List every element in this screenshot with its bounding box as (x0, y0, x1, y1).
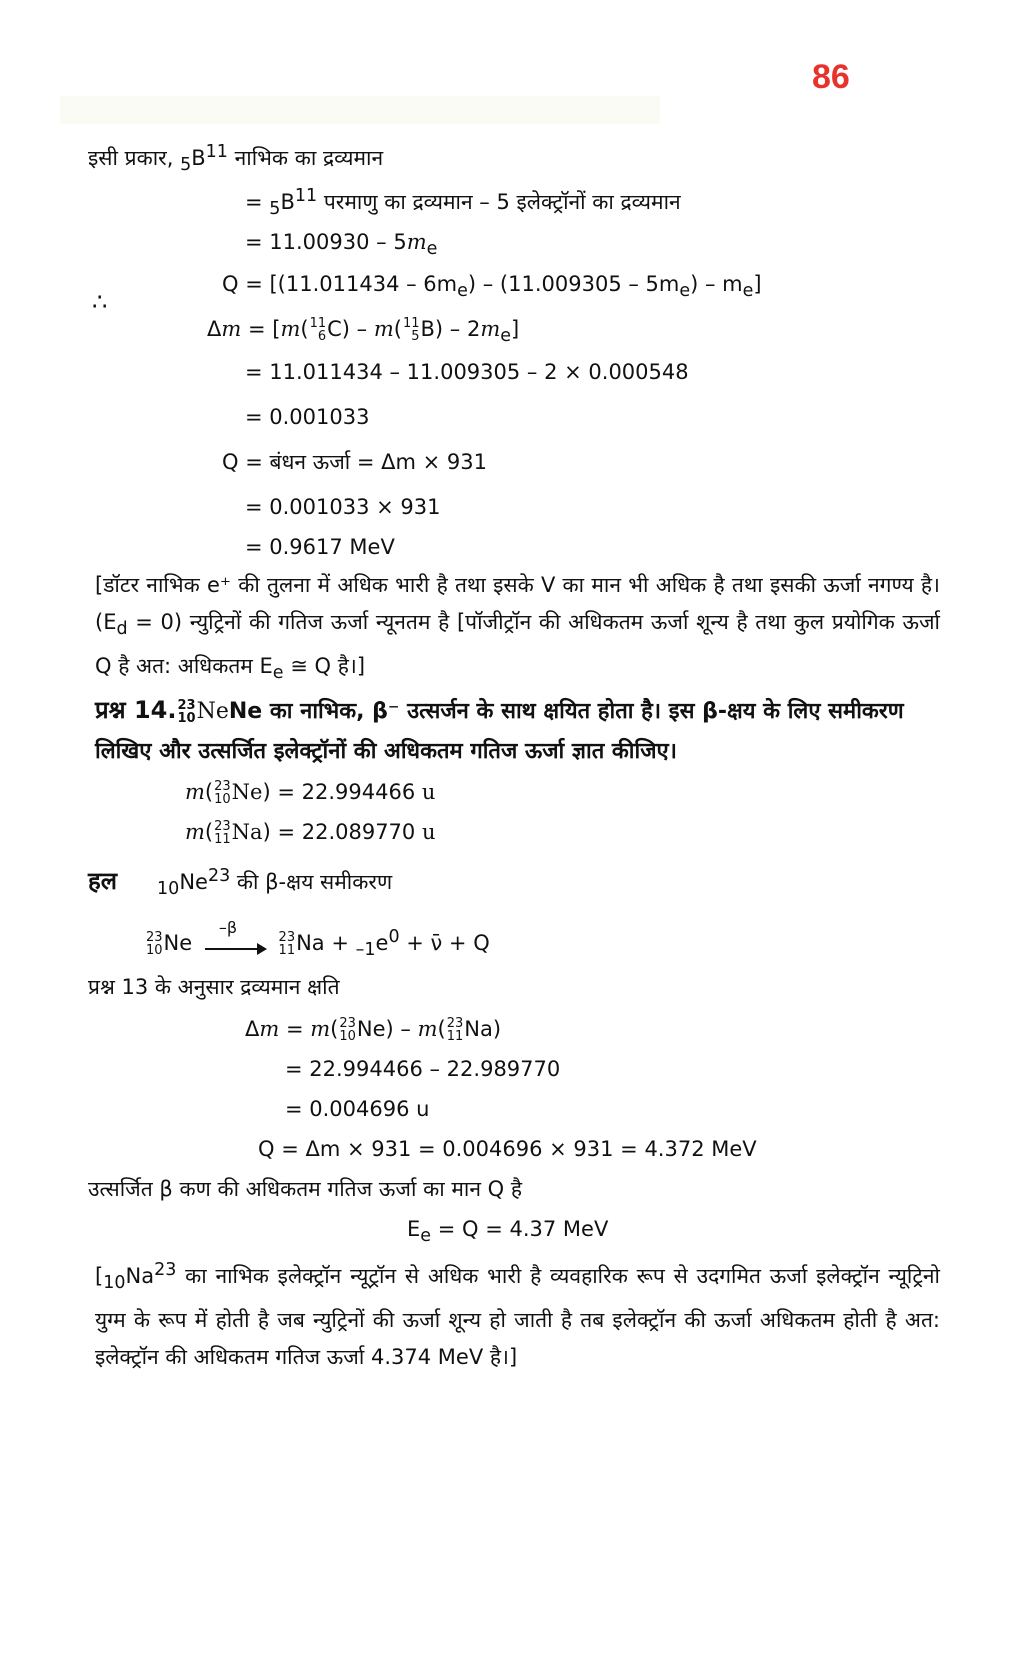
equation: $Q = [(11.011434 - 6m_e) - (11.009305 - 5m_e) - m_e]$ (222, 272, 762, 302)
question-text-line-1: Ne का नाभिक, β⁻ उत्सर्जन के साथ क्षयित होता है। इस β-क्षय के लिए समीकरण (228, 699, 904, 724)
line-atom-mass (245, 182, 681, 223)
note-text: [डॉटर नाभिक e⁺ की तुलना में अधिक भारी है तथा इसके V का मान भी अधिक है तथा इसकी ऊर्जा नगण्य है। $(E_d = 0)$ न्युट्रिनों की गतिज ऊर्जा न्यूनतम है [पॉजीट्रॉन की अधिकतम ऊर्जा शून्य है तथा कुल प्रयोगिक ऊर्जा Q है अत: अधिकतम $E_e$ ≅ Q है।] (95, 573, 940, 684)
question-text-2: लिखिए और उत्सर्जित इलेक्ट्रॉनों की अधिकतम गतिज ऊर्जा ज्ञात कीजिए। (95, 739, 678, 764)
line-b11-mass (88, 138, 383, 179)
line-statement: उत्सर्जित β कण की अधिकतम गतिज ऊर्जा का मान Q है (88, 1177, 523, 1201)
nucleus: B (280, 190, 295, 214)
line-calc-4: = 22.994466 – 22.989770 (285, 1057, 561, 1081)
text: इसी प्रकार, (88, 146, 174, 170)
line-binding-energy: Q = बंधन ऊर्जा = Δm × 931 (222, 450, 488, 474)
line-calc-1: = 11.011434 – 11.009305 – 2 × 0.000548 (245, 360, 689, 384)
question-14: प्रश्न 14. 23 10 NeNe का नाभिक, β⁻ उत्सर्जन के साथ क्षयित होता है। इस β-क्षय के लिए समीकरण लिखिए और उत्सर्जित इलेक्ट्रॉनों की अधिकतम गतिज ऊर्जा ज्ञात कीजिए। (95, 696, 904, 764)
line-calc-3: = 0.001033 × 931 (245, 495, 441, 519)
line-result: = 0.9617 MeV (245, 535, 395, 559)
subscript: 5 (269, 199, 281, 220)
final-energy: $E_e = Q = 4.37$ MeV (407, 1217, 609, 1247)
text: नाभिक का द्रव्यमान (234, 146, 384, 170)
page-number: 86 (812, 58, 850, 96)
line-mass-value (245, 228, 437, 263)
note-paragraph-1 (95, 567, 940, 692)
line-q-value: Q = Δm × 931 = 0.004696 × 931 = 4.372 MeV (258, 1137, 757, 1161)
therefore-symbol: ∴ (92, 288, 108, 316)
superscript: 11 (205, 142, 228, 162)
given-mass-na: m( 23 11 Na) = 22.089770 u (185, 819, 436, 847)
given-mass-ne: m( 23 10 Ne) = 22.994466 u (185, 779, 436, 807)
subscript: 5 (180, 155, 192, 176)
line-mass-defect: Δm = m( 23 10 Ne) – m( 23 11 Na) (245, 1016, 502, 1044)
arrow-label: –β (218, 918, 238, 937)
text: परमाणु का द्रव्यमान – 5 इलेक्ट्रॉनों का द्रव्यमान (323, 190, 681, 214)
solution-label: हल (88, 867, 118, 895)
reaction-arrow (205, 918, 265, 950)
line-delta-m: Δm = [m( 11 6 C) – m( 11 5 $B) - 2m_e$] (207, 316, 520, 347)
mass-defect-intro: प्रश्न 13 के अनुसार द्रव्यमान क्षति (88, 975, 340, 999)
text: = (245, 190, 263, 214)
faded-header-highlight (60, 96, 660, 124)
note-paragraph-2 (95, 1252, 940, 1376)
line-calc-5: = 0.004696 u (285, 1097, 430, 1121)
solution-heading: हल $_{10}Ne^{23}$ की β-क्षय समीकरण (88, 866, 393, 900)
beta-decay-equation: 23 10 Ne –β 23 11 $Na + _{-1}e^0$ + ν̄ + Q (145, 923, 490, 964)
var-m: m (406, 230, 427, 254)
line-final-energy (407, 1215, 608, 1250)
note-text: [$_{10}Na^{23}$ का नाभिक इलेक्ट्रॉन न्यूट्रॉन से अधिक भारी है व्यवहारिक रूप से उदगमित ऊर्जा इलेक्ट्रॉन न्यूट्रिनो युग्म के रूप में होती है जब न्युट्रिनों की ऊर्जा शून्य हो जाती है तब इलेक्ट्रॉन की ऊर्जा अधिकतम होती है अत: इलेक्ट्रॉन की अधिकतम गतिज ऊर्जा 4.374 MeV है।] (95, 1260, 940, 1370)
line-calc-2: = 0.001033 (245, 405, 370, 429)
subscript: e (426, 239, 438, 260)
question-label: प्रश्न 14. (95, 696, 177, 724)
solution-text: Ne$^{23}$ की β-क्षय समीकरण (179, 866, 393, 894)
nucleus: B (191, 146, 206, 170)
equation-rhs: $Na + _{-1}e^0$ + ν̄ + Q (296, 927, 490, 961)
line-q-equation (222, 270, 762, 305)
text: = 11.00930 – 5 (245, 230, 407, 254)
superscript: 11 (294, 186, 318, 206)
